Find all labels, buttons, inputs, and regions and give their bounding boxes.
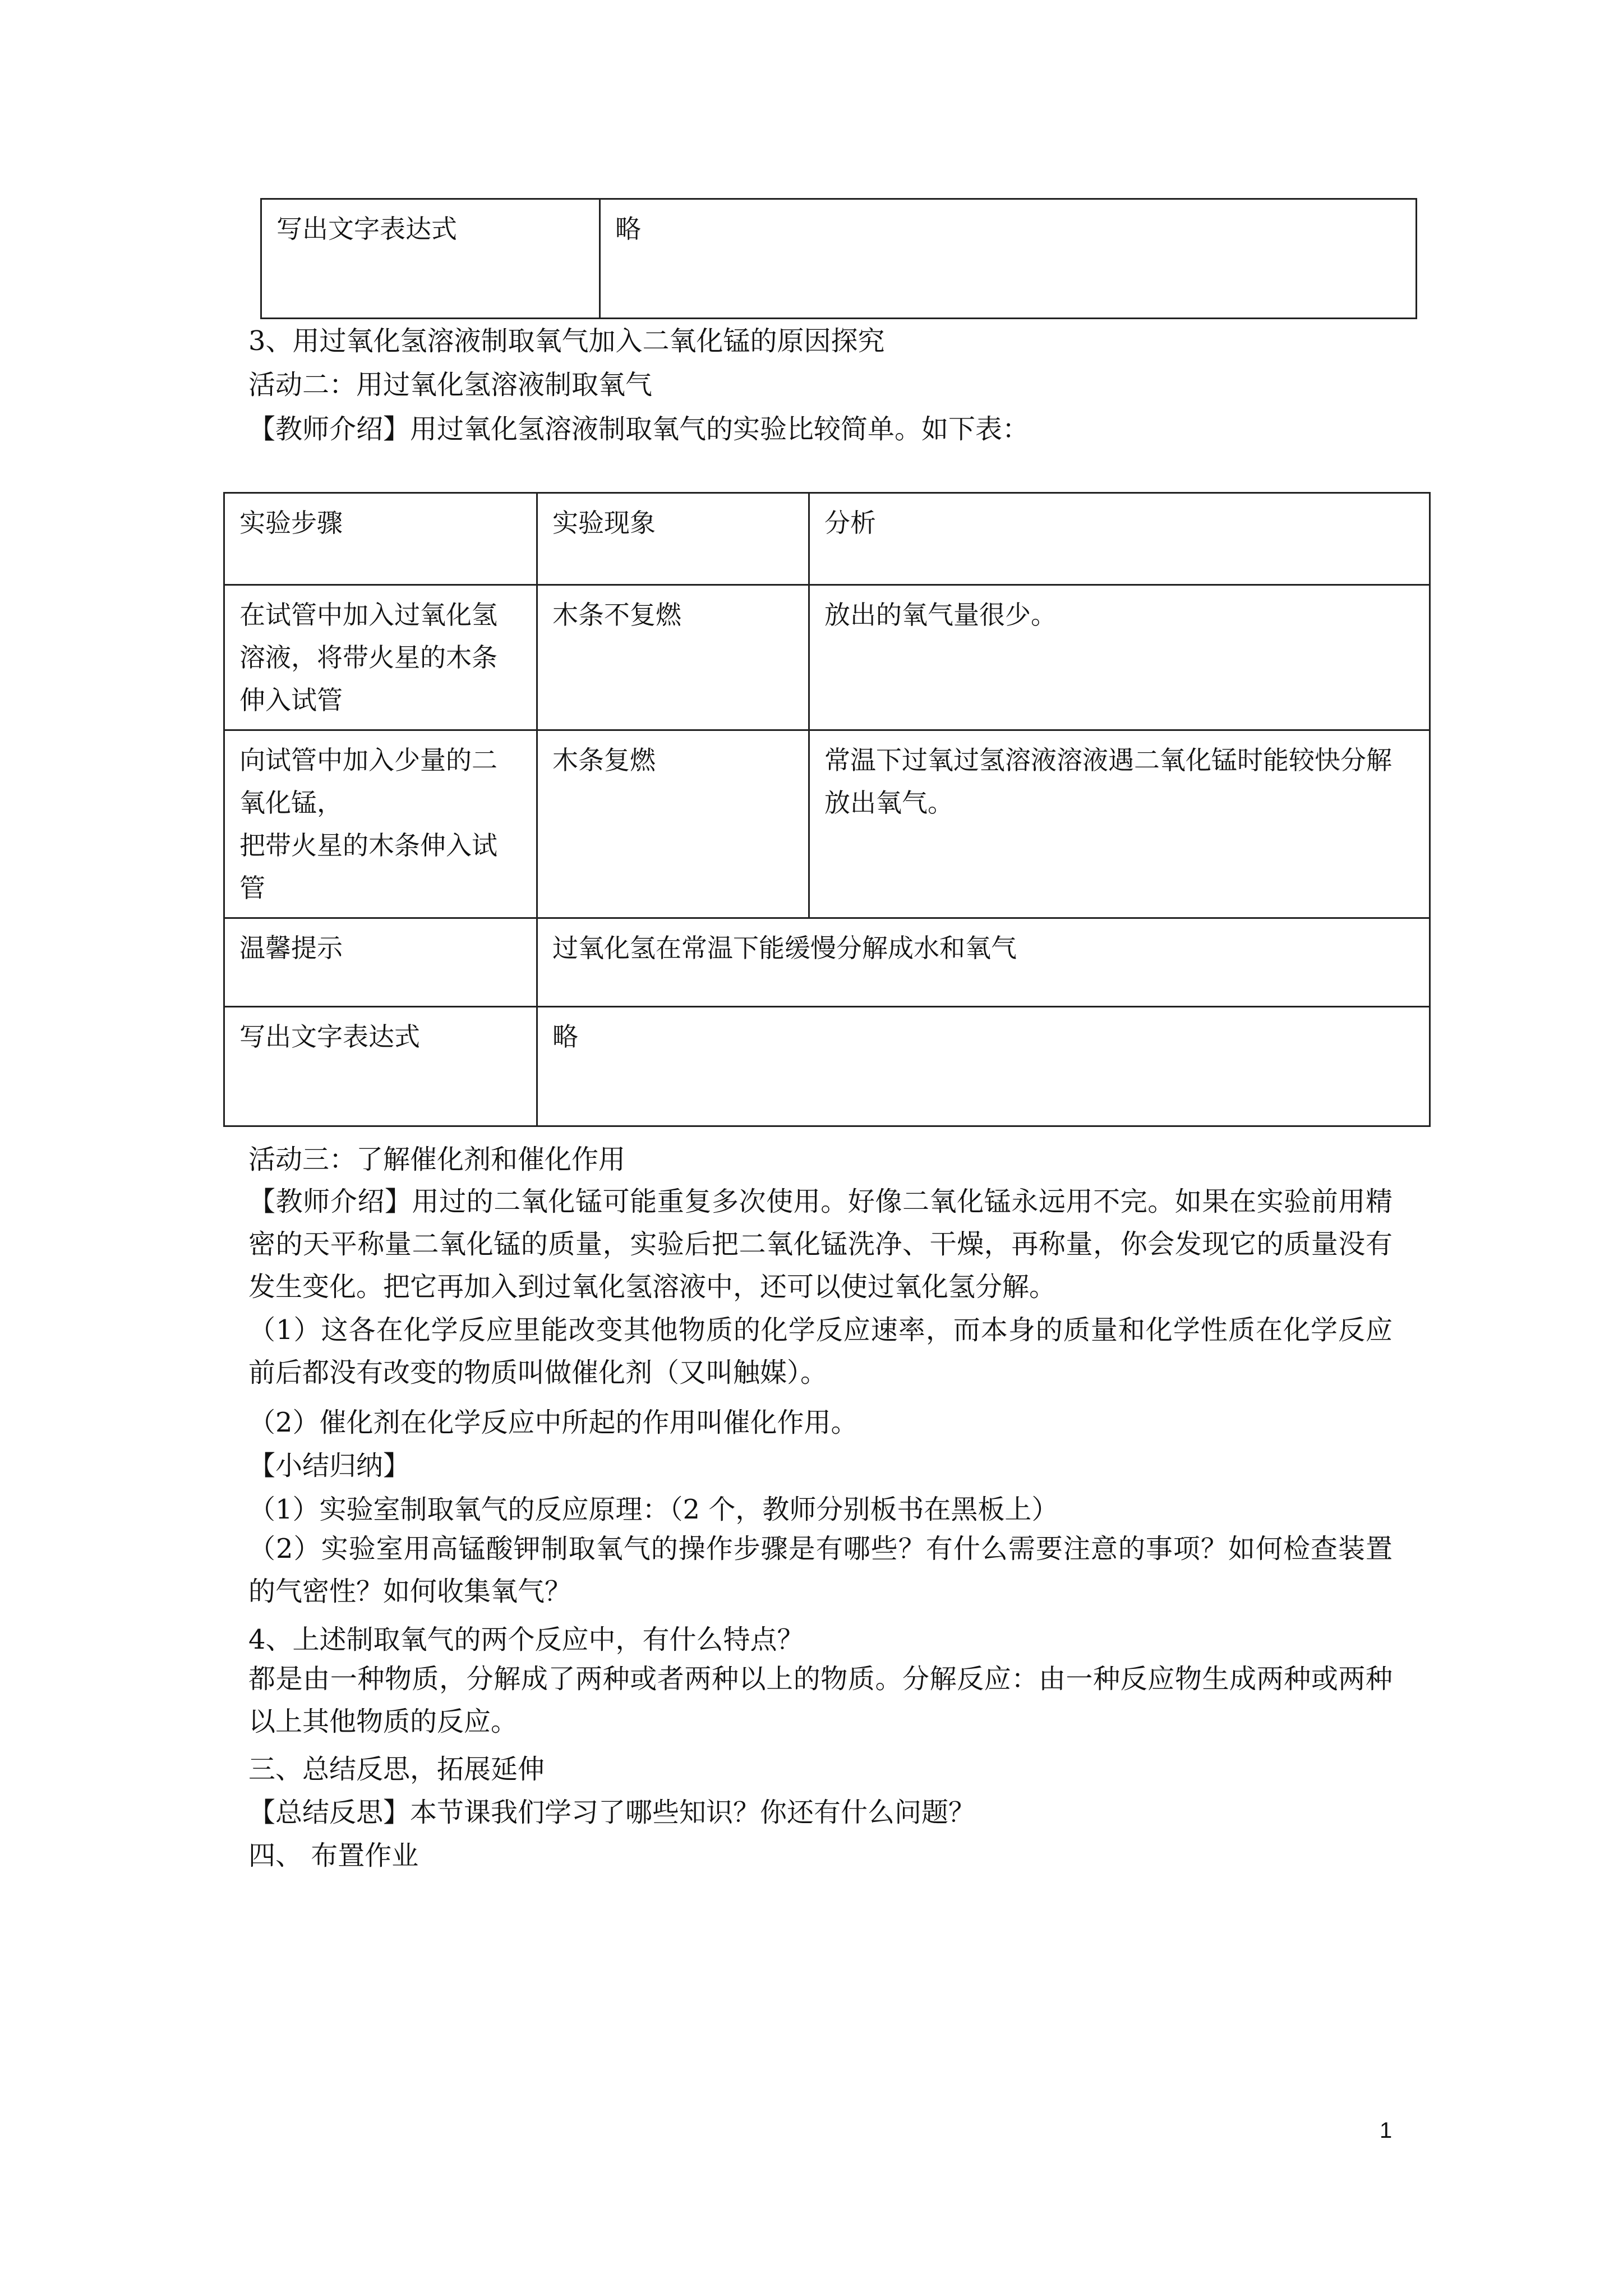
row2-analysis: 常温下过氧过氢溶液溶液遇二氧化锰时能较快分解放出氧气。 xyxy=(809,730,1430,918)
expression-value-2: 略 xyxy=(537,1007,1430,1126)
header-analysis: 分析 xyxy=(809,493,1430,585)
table-row xyxy=(224,730,1430,918)
table-row xyxy=(224,918,1430,1007)
expression-table xyxy=(260,198,1417,319)
teacher-intro-1: 【教师介绍】用过氧化氢溶液制取氧气的实验比较简单。如下表： xyxy=(248,413,1030,445)
section-3-title: 三、总结反思，拓展延伸 xyxy=(248,1754,545,1785)
row1-analysis: 放出的氧气量很少。 xyxy=(809,585,1430,730)
activity-2-title: 活动二：用过氧化氢溶液制取氧气 xyxy=(248,369,653,401)
header-phenomenon: 实验现象 xyxy=(537,493,809,585)
definition-catalysis: （2）催化剂在化学反应中所起的作用叫催化作用。 xyxy=(248,1407,858,1438)
summary-title: 【小结归纳】 xyxy=(248,1450,411,1481)
table-row xyxy=(224,585,1430,730)
tip-label: 温馨提示 xyxy=(224,918,537,1007)
header-step: 实验步骤 xyxy=(224,493,537,585)
summary-item-1: （1）实验室制取氧气的反应原理：（2 个，教师分别板书在黑板上） xyxy=(248,1494,1059,1525)
definition-catalyst: （1）这各在化学反应里能改变其他物质的化学反应速率，而本身的质量和化学性质在化学反应前后都没有改变的物质叫做催化剂（又叫触媒）。 xyxy=(248,1314,1393,1388)
section-4-title: 四、 布置作业 xyxy=(248,1840,419,1871)
expression-label: 写出文字表达式 xyxy=(261,199,600,319)
tip-value: 过氧化氢在常温下能缓慢分解成水和氧气 xyxy=(537,918,1430,1007)
table-row xyxy=(261,199,1417,319)
row1-phenomenon: 木条不复燃 xyxy=(537,585,809,730)
section-heading-3: 3、用过氧化氢溶液制取氧气加入二氧化锰的原因探究 xyxy=(248,325,885,357)
experiment-table xyxy=(223,492,1431,1127)
teacher-intro-2: 【教师介绍】用过的二氧化锰可能重复多次使用。好像二氧化锰永远用不完。如果在实验前用精密的天平称量二氧化锰的质量，实验后把二氧化锰洗净、干燥，再称量，你会发现它的质量没有发生变化。把它再加入到过氧化氢溶液中，还可以使过氧化氢分解。 xyxy=(248,1186,1393,1303)
reflection-text: 【总结反思】本节课我们学习了哪些知识？你还有什么问题？ xyxy=(248,1797,976,1828)
table-row xyxy=(224,1007,1430,1126)
question-4: 4、上述制取氧气的两个反应中，有什么特点？ xyxy=(248,1624,804,1655)
page-number: 1 xyxy=(1380,2118,1393,2143)
row2-phenomenon: 木条复燃 xyxy=(537,730,809,918)
summary-item-2: （2）实验室用高锰酸钾制取氧气的操作步骤是有哪些？有什么需要注意的事项？如何检查装置的气密性？如何收集氧气？ xyxy=(248,1533,1393,1607)
table-header-row xyxy=(224,493,1430,585)
answer-4: 都是由一种物质，分解成了两种或者两种以上的物质。分解反应：由一种反应物生成两种或两种以上其他物质的反应。 xyxy=(248,1663,1393,1737)
activity-3-title: 活动三：了解催化剂和催化作用 xyxy=(248,1144,626,1175)
expression-value: 略 xyxy=(600,199,1417,319)
row1-step: 在试管中加入过氧化氢溶液，将带火星的木条伸入试管 xyxy=(224,585,537,730)
expression-label-2: 写出文字表达式 xyxy=(224,1007,537,1126)
row2-step: 向试管中加入少量的二氧化锰， 把带火星的木条伸入试管 xyxy=(224,730,537,918)
